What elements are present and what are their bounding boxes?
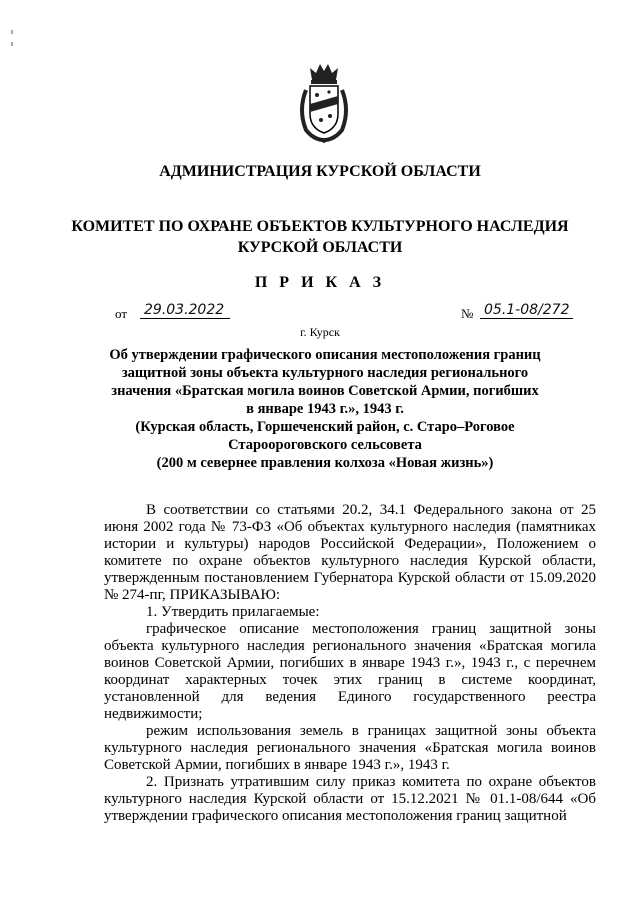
body-paragraph: 1. Утвердить прилагаемые: bbox=[146, 604, 320, 620]
number-label: № bbox=[461, 306, 474, 321]
committee-heading-line1: КОМИТЕТ ПО ОХРАНЕ ОБЪЕКТОВ КУЛЬТУРНОГО НАСЛЕДИЯ bbox=[71, 218, 569, 235]
body-paragraph: 2. Признать утратившим силу приказ комитета по охране объектов культурного наследия Курской области от 15.12.2021 № 01.1-08/644 «Об утверждении графического описания местоположения границ защитной bbox=[104, 774, 596, 824]
administration-heading: АДМИНИСТРАЦИЯ КУРСКОЙ ОБЛАСТИ bbox=[159, 163, 481, 180]
date-label: от bbox=[115, 306, 128, 321]
kursk-coat-of-arms bbox=[296, 60, 352, 144]
title-line: значения «Братская могила воинов Советской Армии, погибших bbox=[111, 383, 539, 399]
committee-heading bbox=[0, 216, 640, 258]
scan-mark bbox=[11, 30, 14, 46]
city: г. Курск bbox=[300, 325, 340, 339]
body-paragraph: режим использования земель в границах защитной зоны объекта культурного наследия регионального значения «Братская могила воинов Советской Армии, погибших в январе 1943 г.», 1943 г. bbox=[104, 723, 596, 773]
title-line: (Курская область, Горшеченский район, с. Старо–Роговое bbox=[135, 419, 515, 435]
title-line: Об утверждении графического описания местоположения границ bbox=[109, 347, 541, 363]
body-paragraph: графическое описание местоположения границ защитной зоны объекта культурного наследия регионального значения «Братская могила воинов Советской Армии, погибших в январе 1943 г.», 1943 г., с перечнем координат характерных точек этих границ в системе координат, установленной для ведения Единого государственного реестра недвижимости; bbox=[104, 621, 596, 722]
document-type: П Р И К А З bbox=[254, 274, 386, 291]
order-body bbox=[104, 502, 596, 825]
title-line: Староороговского сельсовета bbox=[228, 437, 422, 453]
title-line: в январе 1943 г.», 1943 г. bbox=[246, 401, 404, 417]
committee-heading-line2: КУРСКОЙ ОБЛАСТИ bbox=[237, 239, 403, 256]
date-value: 29.03.2022 bbox=[140, 302, 230, 319]
order-title bbox=[90, 346, 560, 472]
title-line: (200 м севернее правления колхоза «Новая жизнь») bbox=[156, 455, 494, 471]
number-value: 05.1-08/272 bbox=[480, 302, 573, 319]
title-line: защитной зоны объекта культурного наследия регионального bbox=[121, 365, 529, 381]
body-paragraph: В соответствии со статьями 20.2, 34.1 Федерального закона от 25 июня 2002 года № 73-ФЗ «Об объектах культурного наследия (памятниках истории и культуры) народов Российской Федерации», Положением о комитете по охране объектов культурного наследия Курской области, утвержденным постановлением Губернатора Курской области от 15.09.2020 № 274-пг, ПРИКАЗЫВАЮ: bbox=[104, 502, 596, 603]
